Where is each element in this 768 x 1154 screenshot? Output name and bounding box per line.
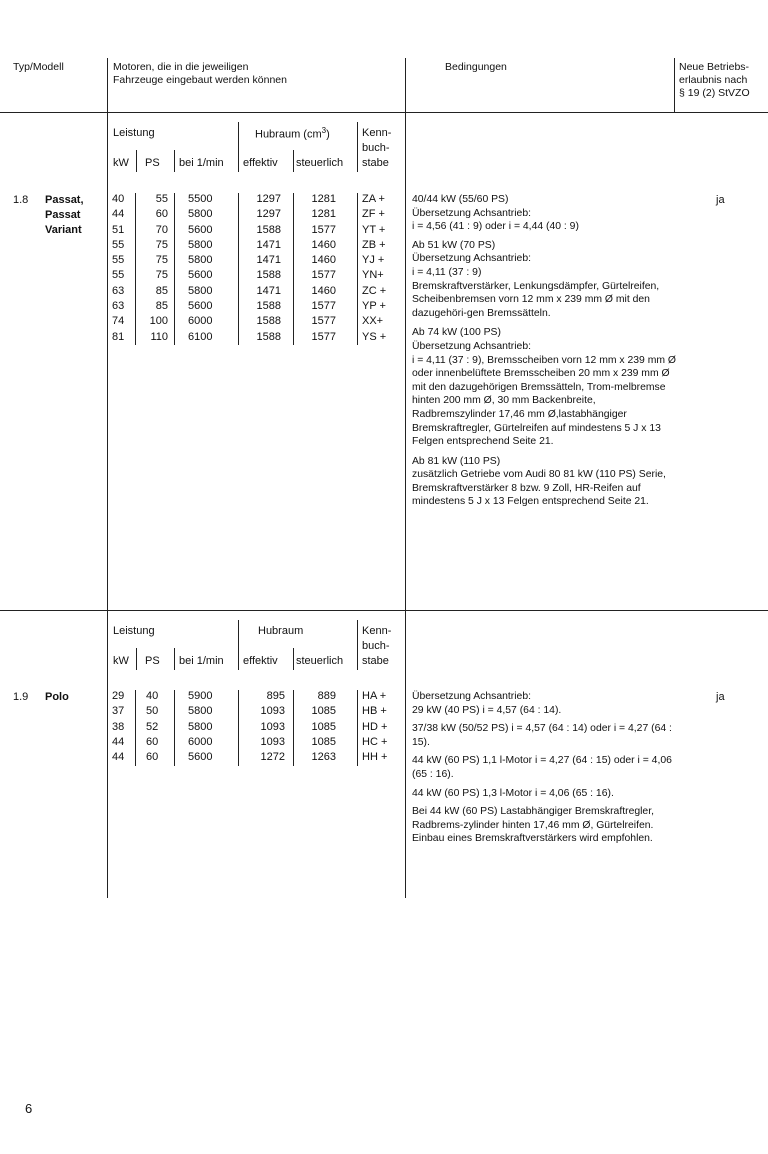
subheader-ps: PS: [145, 157, 160, 169]
condition-line: i = 4,11 (37 : 9): [412, 266, 482, 278]
column-rpm: 5500 5800 5600 5800 5800 5600 5800 5600 6000 6100: [188, 193, 213, 343]
data-divider-eff-steu: [293, 690, 294, 766]
data-divider-kw-ps: [135, 193, 136, 345]
approval-value: ja: [716, 194, 725, 206]
condition-line: 44 kW (60 PS) 1,3 l-Motor i = 4,06 (65 : 16).: [412, 787, 614, 799]
condition-paragraph: zusätzlich Getriebe vom Audi 80 81 kW (110 PS) Serie, Bremskraftverstärker 8 bzw. 9 Zoll, HR-Reifen auf mindestens 5 J x 13 Felgen entsprechend Seite 21.: [412, 469, 666, 508]
subheader-bei-rpm: bei 1/min: [179, 655, 224, 667]
section-number: 1.8: [13, 194, 29, 206]
condition-line: i = 4,56 (41 : 9) oder i = 4,44 (40 : 9): [412, 221, 579, 233]
subheader-bei-rpm: bei 1/min: [179, 157, 224, 169]
data-divider-ps-rpm: [174, 690, 175, 766]
subheader-ps: PS: [145, 655, 160, 667]
data-divider-steu-kenn: [357, 690, 358, 766]
sub-divider-kw-ps: [136, 648, 137, 670]
condition-paragraph: Bremskraftverstärker, Lenkungsdämpfer, Gürtelreifen, Scheibenbremsen vorn 12 mm x 239 mm Ø mit den dazugehöri-gen Bremssätteln.: [412, 280, 660, 319]
column-steuerlich: 889 1085 1085 1085 1263: [311, 690, 336, 764]
model-name-line2: Passat: [45, 209, 81, 221]
column-divider-3: [674, 58, 675, 112]
column-ps: 55 60 70 75 75 75 85 85 100 110: [149, 193, 168, 343]
condition-paragraph: 37/38 kW (50/52 PS) i = 4,57 (64 : 14) oder i = 4,27 (64 : 15).: [412, 723, 672, 748]
sub-divider-steu-kenn: [357, 620, 358, 670]
column-effektiv: 895 1093 1093 1093 1272: [260, 690, 285, 764]
column-divider-1: [107, 58, 108, 898]
header-motoren-line1: Motoren, die in die jeweiligen: [113, 61, 249, 73]
condition-line: Ab 74 kW (100 PS): [412, 327, 501, 339]
sub-divider-ps-rpm: [174, 150, 175, 172]
sub-divider-eff-steu: [293, 150, 294, 172]
section-number: 1.9: [13, 691, 29, 703]
section-separator: [0, 610, 768, 611]
condition-paragraph: i = 4,11 (37 : 9), Bremsscheiben vorn 12 mm x 239 mm Ø oder innenbelüftete Bremsscheiben 20 mm x 239 mm Ø mit den dazugehörigen Bremssätteln, Trom-melbremse hinten 200 mm Ø, 30 mm Backenbreite, Radbremszylinder 17,46 mm Ø,lastabhängiger Bremskraftregler, Gürtelreifen auf mindestens 5 J x 13 Felgen entsprechend Seite 21.: [412, 354, 677, 448]
condition-line: Übersetzung Achsantrieb:: [412, 340, 531, 352]
header-bedingungen: Bedingungen: [445, 61, 507, 73]
subheader-hubraum: Hubraum $(cm^3)$: [255, 126, 330, 141]
header-motoren-line2: Fahrzeuge eingebaut werden können: [113, 74, 287, 86]
sub-divider-rpm-eff: [238, 122, 239, 172]
subheader-kennbuchstabe-1: Kenn-: [362, 625, 392, 637]
subheader-leistung: Leistung: [113, 127, 155, 139]
sub-divider-steu-kenn: [357, 122, 358, 172]
sub-divider-rpm-eff: [238, 620, 239, 670]
column-divider-2: [405, 58, 406, 898]
subheader-kennbuchstabe-2: buch-: [362, 640, 390, 652]
column-kw: 40 44 51 55 55 55 63 63 74 81: [112, 193, 125, 343]
data-divider-steu-kenn: [357, 193, 358, 345]
header-typ-modell: Typ/Modell: [13, 61, 64, 73]
condition-line: Ab 51 kW (70 PS): [412, 239, 496, 251]
subheader-kennbuchstabe-3: stabe: [362, 655, 389, 667]
condition-line: 29 kW (40 PS) i = 4,57 (64 : 14).: [412, 704, 562, 716]
column-rpm: 5900 5800 5800 6000 5600: [188, 690, 213, 764]
condition-line: Ab 81 kW (110 PS): [412, 455, 501, 467]
subheader-effektiv: effektiv: [243, 655, 278, 667]
data-divider-rpm-eff: [238, 193, 239, 345]
subheader-leistung: Leistung: [113, 625, 155, 637]
data-divider-ps-rpm: [174, 193, 175, 345]
sub-divider-ps-rpm: [174, 648, 175, 670]
data-divider-eff-steu: [293, 193, 294, 345]
condition-paragraph: 44 kW (60 PS) 1,1 l-Motor i = 4,27 (64 : 15) oder i = 4,06 (65 : 16).: [412, 755, 672, 780]
header-betriebserlaubnis-line3: § 19 (2) StVZO: [679, 87, 750, 99]
subheader-steuerlich: steuerlich: [296, 157, 344, 169]
condition-line: Übersetzung Achsantrieb:: [412, 253, 531, 265]
page-number: 6: [25, 1101, 33, 1116]
subheader-hubraum: Hubraum: [258, 625, 304, 637]
conditions-text: [412, 193, 682, 509]
conditions-text: [412, 690, 682, 846]
data-divider-rpm-eff: [238, 690, 239, 766]
subheader-kw: kW: [113, 157, 129, 169]
subheader-kennbuchstabe-1: Kenn-: [362, 127, 392, 139]
subheader-kw: kW: [113, 655, 129, 667]
header-betriebserlaubnis-line1: Neue Betriebs-: [679, 61, 750, 73]
header-betriebserlaubnis-line2: erlaubnis nach: [679, 74, 748, 86]
sub-divider-kw-ps: [136, 150, 137, 172]
approval-value: ja: [716, 691, 725, 703]
column-effektiv: 1297 1297 1588 1471 1471 1588 1471 1588 1588 1588: [256, 193, 281, 343]
column-ps: 40 50 52 60 60: [146, 690, 159, 764]
subheader-effektiv: effektiv: [243, 157, 278, 169]
condition-paragraph: Bei 44 kW (60 PS) Lastabhängiger Bremskraftregler, Radbrems-zylinder hinten 17,46 mm Ø, Gürtelreifen. Einbau eines Bremskraftverstärkers wird empfohlen.: [412, 806, 654, 845]
column-steuerlich: 1281 1281 1577 1460 1460 1577 1460 1577 1577 1577: [311, 193, 336, 343]
sub-divider-eff-steu: [293, 648, 294, 670]
column-kennbuchstabe: HA + HB + HD + HC + HH +: [362, 690, 388, 764]
data-divider-kw-ps: [135, 690, 136, 766]
model-name-line3: Variant: [45, 224, 82, 236]
model-name-line1: Polo: [45, 691, 69, 703]
column-kennbuchstabe: ZA + ZF + YT + ZB + YJ + YN+ ZC + YP + XX+ YS +: [362, 193, 387, 343]
condition-line: Übersetzung Achsantrieb:: [412, 691, 531, 702]
model-name-line1: Passat,: [45, 194, 84, 206]
subheader-steuerlich: steuerlich: [296, 655, 344, 667]
subheader-kennbuchstabe-3: stabe: [362, 157, 389, 169]
condition-line: 40/44 kW (55/60 PS): [412, 194, 509, 205]
subheader-kennbuchstabe-2: buch-: [362, 142, 390, 154]
column-kw: 29 37 38 44 44: [112, 690, 125, 764]
condition-line: Übersetzung Achsantrieb:: [412, 207, 531, 219]
header-bottom-rule: [0, 112, 768, 113]
